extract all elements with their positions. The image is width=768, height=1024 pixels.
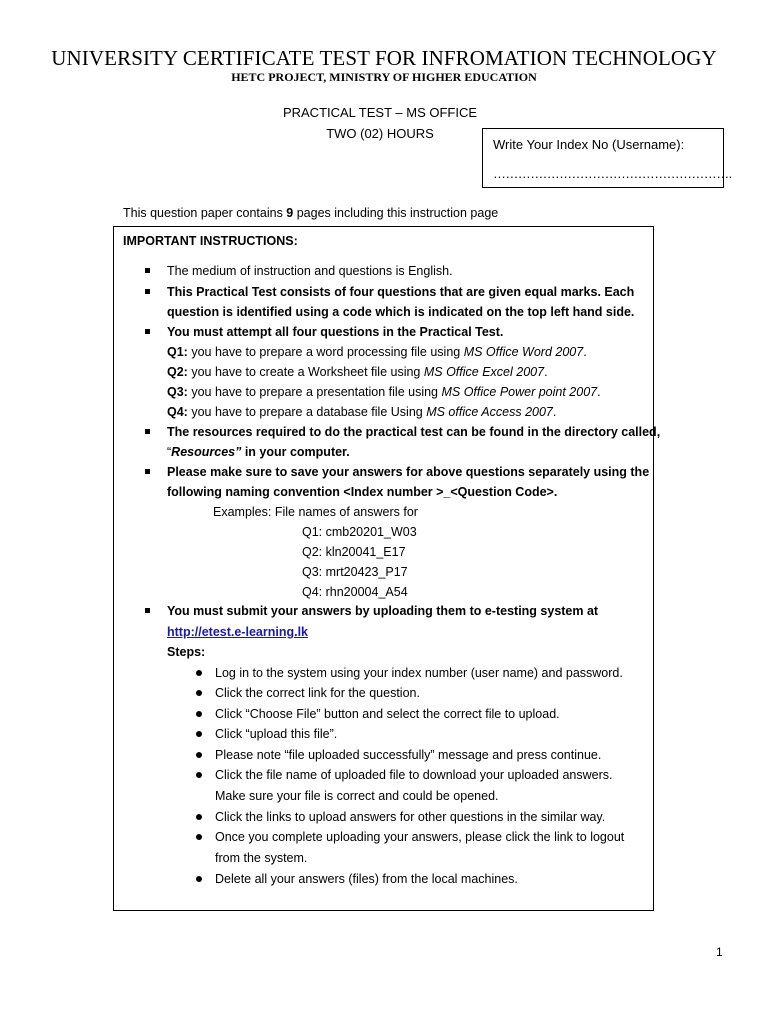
etest-link-wrapper (167, 624, 308, 640)
question-text: you have to prepare a database file Using (187, 405, 427, 419)
pages-note-text: This question paper contains (123, 206, 287, 220)
instruction-item: The medium of instruction and questions is English. (167, 264, 453, 278)
example-file-name: Q1: cmb20201_W03 (302, 525, 417, 539)
bullet-dot-icon (196, 752, 202, 758)
step-item-cont: from the system. (215, 851, 308, 865)
index-number-box (482, 128, 732, 188)
instruction-item: You must attempt all four questions in the Practical Test. (167, 325, 504, 339)
step-item: Click the correct link for the question. (215, 686, 420, 700)
step-item: Once you complete uploading your answers, please click the link to logout (215, 830, 625, 844)
bullet-square-icon (145, 289, 150, 294)
bullet-dot-icon (196, 690, 202, 696)
test-name: PRACTICAL TEST – MS OFFICE (282, 105, 478, 120)
instruction-item: You must submit your answers by uploading them to e-testing system at (167, 604, 599, 618)
document-title: UNIVERSITY CERTIFICATE TEST FOR INFROMATION TECHNOLOGY (51, 46, 717, 70)
instruction-item: Please make sure to save your answers for above questions separately using the (167, 465, 650, 479)
step-item: Click “upload this file”. (215, 727, 338, 741)
question-text: you have to create a Worksheet file using (187, 365, 424, 379)
question-code: Q3: (167, 385, 188, 399)
index-number-blank: …………………………………………………. (493, 166, 732, 181)
bullet-dot-icon (196, 711, 202, 717)
question-app: MS Office Excel 2007 (423, 365, 545, 379)
etest-link[interactable]: http://etest.e-learning.lk (167, 625, 308, 639)
example-file-name: Q3: mrt20423_P17 (302, 565, 408, 579)
bullet-square-icon (145, 429, 150, 434)
instruction-item-cont (167, 444, 350, 460)
resources-rest: in your computer. (241, 445, 350, 459)
steps-label: Steps: (167, 645, 206, 659)
question-app: MS Office Power point 2007 (441, 385, 598, 399)
naming-convention-line (167, 484, 557, 500)
naming-convention-end: . (553, 485, 558, 499)
step-item: Please note “file uploaded successfully” message and press continue. (215, 748, 602, 762)
bullet-dot-icon (196, 731, 202, 737)
bullet-square-icon (145, 268, 150, 273)
example-file-name: Q4: rhn20004_A54 (302, 585, 408, 599)
examples-label: Examples: File names of answers for (213, 505, 418, 519)
step-item: Log in to the system using your index number (user name) and password. (215, 666, 623, 680)
question-end: . (544, 365, 548, 379)
step-item-cont: Make sure your file is correct and could be opened. (215, 789, 499, 803)
test-duration: TWO (02) HOURS (326, 126, 434, 141)
step-item: Delete all your answers (files) from the local machines. (215, 872, 518, 886)
instruction-item: The resources required to do the practical test can be found in the directory called, (167, 425, 661, 439)
question-code: Q2: (167, 365, 188, 379)
question-text: you have to prepare a presentation file using (187, 385, 442, 399)
question-line-q1 (167, 344, 587, 360)
resources-word: Resources” (171, 445, 242, 459)
step-item: Click the file name of uploaded file to download your uploaded answers. (215, 768, 613, 782)
document-subtitle: HETC PROJECT, MINISTRY OF HIGHER EDUCATION (231, 70, 537, 84)
question-end: . (552, 405, 557, 419)
question-line-q2 (167, 364, 548, 380)
index-number-label: Write Your Index No (Username): (493, 137, 685, 152)
pages-note (123, 206, 498, 220)
bullet-dot-icon (196, 670, 202, 676)
naming-convention-pre: following naming convention < (167, 485, 351, 499)
bullet-dot-icon (196, 876, 202, 882)
question-app: MS Office Word 2007 (463, 345, 584, 359)
bullet-square-icon (145, 329, 150, 334)
instruction-item: This Practical Test consists of four questions that are given equal marks. Each (167, 285, 635, 299)
quote-open: “ (167, 445, 172, 459)
page-number: 1 (716, 945, 723, 959)
instruction-item-cont: question is identified using a code which is indicated on the top left hand side. (167, 305, 635, 319)
question-end: . (597, 385, 601, 399)
bullet-square-icon (145, 608, 150, 613)
question-line-q3 (167, 384, 601, 400)
bullet-square-icon (145, 469, 150, 474)
bullet-dot-icon (196, 772, 202, 778)
naming-convention-code: Index number >_<Question Code> (350, 485, 554, 499)
pages-note-text-end: pages including this instruction page (293, 206, 499, 220)
bullet-dot-icon (196, 814, 202, 820)
question-code: Q4: (167, 405, 188, 419)
question-end: . (583, 345, 587, 359)
question-text: you have to prepare a word processing file using (187, 345, 464, 359)
step-item: Click “Choose File” button and select the correct file to upload. (215, 707, 560, 721)
bullet-dot-icon (196, 834, 202, 840)
step-item: Click the links to upload answers for other questions in the similar way. (215, 810, 606, 824)
example-file-name: Q2: kln20041_E17 (302, 545, 406, 559)
instructions-heading: IMPORTANT INSTRUCTIONS: (123, 234, 298, 248)
pages-count: 9 (286, 206, 294, 220)
question-app: MS office Access 2007 (426, 405, 553, 419)
question-code: Q1: (167, 345, 188, 359)
question-line-q4 (167, 404, 556, 420)
